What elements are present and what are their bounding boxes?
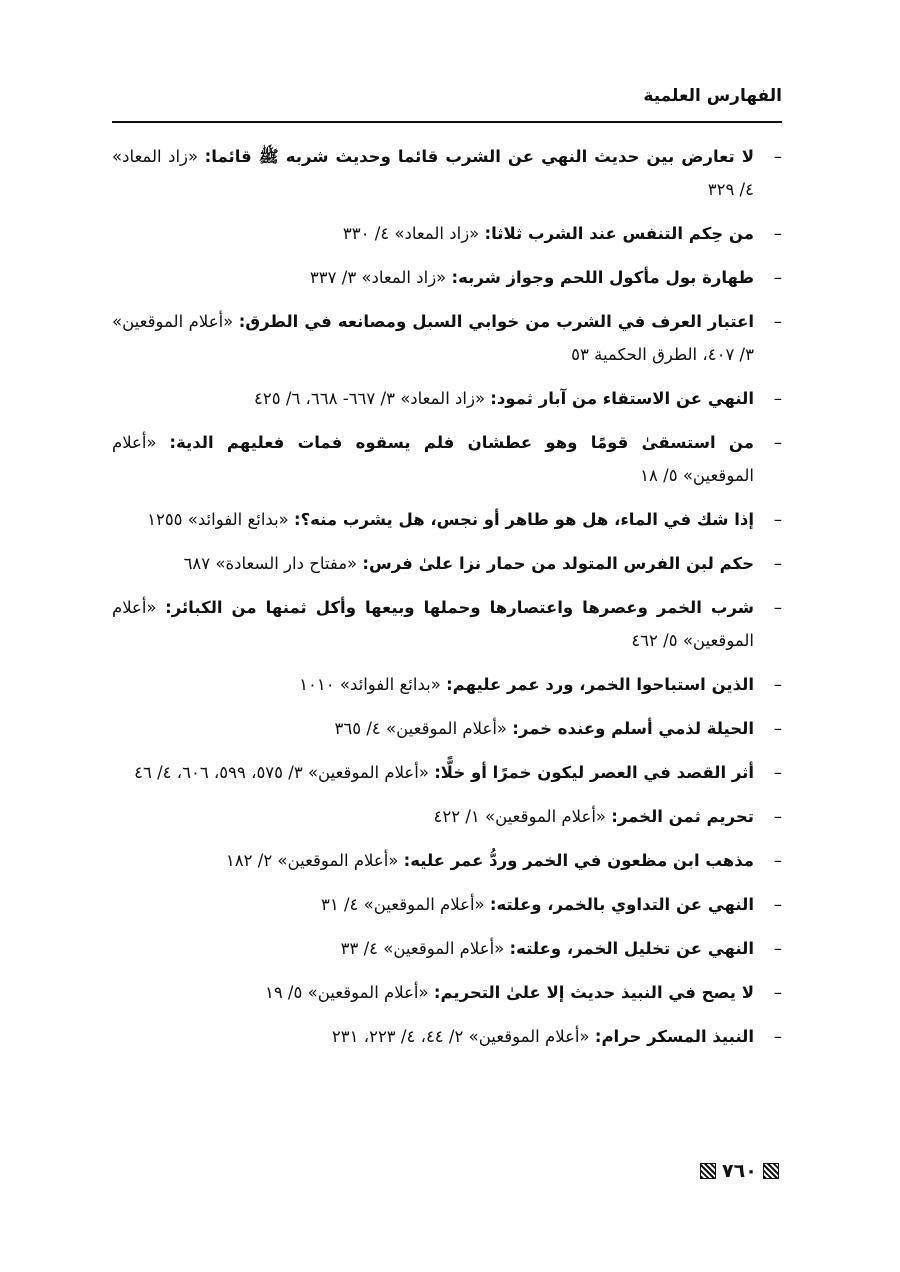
index-entry xyxy=(112,844,782,877)
index-entry xyxy=(112,888,782,921)
index-entry xyxy=(112,426,782,492)
entry-topic: أثر القصد في العصر ليكون خمرًا أو خلًّا: xyxy=(434,763,754,782)
index-entry xyxy=(112,756,782,789)
entry-dash: – xyxy=(773,719,782,738)
index-entry xyxy=(112,1020,782,1053)
entry-topic: النهي عن الاستقاء من آبار ثمود: xyxy=(490,389,754,408)
index-entry xyxy=(112,800,782,833)
entry-topic: النهي عن التداوي بالخمر، وعلته: xyxy=(489,895,754,914)
entry-reference: «زاد المعاد» ٣/ ٣٣٧ xyxy=(309,268,447,287)
entry-reference: «أعلام الموقعين» ٥/ ١٨ xyxy=(112,433,754,485)
index-entry xyxy=(112,382,782,415)
index-entry-list xyxy=(112,140,782,1064)
page-header xyxy=(112,86,782,122)
entry-reference: «زاد المعاد» ٣/ ٦٦٧- ٦٦٨، ٦/ ٤٢٥ xyxy=(254,389,486,408)
entry-topic: الحيلة لذمي أسلم وعنده خمر: xyxy=(512,719,754,738)
entry-dash: – xyxy=(773,763,782,782)
entry-reference: «أعلام الموقعين» ٥/ ٤٦٢ xyxy=(112,598,754,650)
entry-reference: «أعلام الموقعين» ٣/ ٤٠٧، الطرق الحكمية ٥٣ xyxy=(112,312,754,364)
index-entry xyxy=(112,591,782,657)
entry-reference: «أعلام الموقعين» ٤/ ٣١ xyxy=(320,895,485,914)
entry-dash: – xyxy=(773,598,782,617)
running-header-title: الفهارس العلمية xyxy=(643,86,782,106)
index-entry xyxy=(112,217,782,250)
index-entry xyxy=(112,712,782,745)
entry-topic: الذين استباحوا الخمر، ورد عمر عليهم: xyxy=(446,675,754,694)
entry-topic: لا يصح في النبيذ حديث إلا علىٰ التحريم: xyxy=(433,983,754,1002)
index-entry xyxy=(112,976,782,1009)
entry-topic: من حِكم التنفس عند الشرب ثلاثا: xyxy=(484,224,754,243)
entry-dash: – xyxy=(773,312,782,331)
entry-topic: لا تعارض بين حديث النهي عن الشرب قائما وحديث شربه ﷺ قائما: xyxy=(204,147,754,166)
entry-topic: تحريم ثمن الخمر: xyxy=(611,807,754,826)
page-number: ٧٦٠ xyxy=(722,1160,757,1182)
entry-dash: – xyxy=(773,554,782,573)
entry-reference: «بدائع الفوائد» ١٢٥٥ xyxy=(147,510,289,529)
entry-dash: – xyxy=(773,389,782,408)
entry-dash: – xyxy=(773,807,782,826)
entry-reference: «أعلام الموقعين» ٤/ ٣٣ xyxy=(340,939,505,958)
entry-reference: «بدائع الفوائد» ١٠١٠ xyxy=(299,675,441,694)
entry-reference: «أعلام الموقعين» ١/ ٤٢٢ xyxy=(433,807,606,826)
index-entry xyxy=(112,503,782,536)
entry-dash: – xyxy=(773,433,782,452)
entry-reference: «أعلام الموقعين» ٣/ ٥٧٥، ٥٩٩، ٦٠٦، ٤/ ٤٦ xyxy=(134,763,429,782)
index-entry xyxy=(112,932,782,965)
entry-dash: – xyxy=(773,895,782,914)
index-entry xyxy=(112,140,782,206)
entry-reference: «زاد المعاد» ٤/ ٣٣٠ xyxy=(342,224,480,243)
index-entry xyxy=(112,668,782,701)
entry-topic: طهارة بول مأكول اللحم وجواز شربه: xyxy=(451,268,754,287)
entry-dash: – xyxy=(773,851,782,870)
ornament-icon xyxy=(700,1163,716,1179)
entry-dash: – xyxy=(773,224,782,243)
entry-topic: إذا شك في الماء، هل هو طاهر أو نجس، هل يشرب منه؟: xyxy=(294,510,754,529)
page-footer xyxy=(700,1156,784,1186)
entry-reference: «أعلام الموقعين» ٢/ ١٨٢ xyxy=(225,851,399,870)
entry-dash: – xyxy=(773,268,782,287)
entry-reference: «أعلام الموقعين» ٤/ ٣٦٥ xyxy=(334,719,507,738)
entry-reference: «مفتاح دار السعادة» ٦٨٧ xyxy=(183,554,358,573)
entry-reference: «زاد المعاد» ٤/ ٣٢٩ xyxy=(112,147,754,199)
index-entry xyxy=(112,261,782,294)
entry-dash: – xyxy=(773,1027,782,1046)
entry-topic: شرب الخمر وعصرها واعتصارها وحملها وبيعها وأكل ثمنها من الكبائر: xyxy=(165,598,754,617)
entry-topic: مذهب ابن مظعون في الخمر وردُّ عمر عليه: xyxy=(403,851,754,870)
entry-reference: «أعلام الموقعين» ٥/ ١٩ xyxy=(264,983,429,1002)
entry-topic: النهي عن تخليل الخمر، وعلته: xyxy=(509,939,754,958)
entry-reference: «أعلام الموقعين» ٢/ ٤٤، ٤/ ٢٢٣، ٢٣١ xyxy=(331,1027,590,1046)
entry-topic: اعتبار العرف في الشرب من خوابي السبل ومصانعه في الطرق: xyxy=(238,312,754,331)
ornament-icon xyxy=(763,1163,779,1179)
index-entry xyxy=(112,305,782,371)
header-rule xyxy=(112,121,782,123)
entry-dash: – xyxy=(773,510,782,529)
entry-topic: من استسقىٰ قومًا وهو عطشان فلم يسقوه فمات فعليهم الدية: xyxy=(169,433,754,452)
entry-topic: حكم لبن الفرس المتولد من حمار نزا علىٰ فرس: xyxy=(362,554,754,573)
entry-dash: – xyxy=(773,939,782,958)
entry-dash: – xyxy=(773,675,782,694)
entry-dash: – xyxy=(773,147,782,166)
index-entry xyxy=(112,547,782,580)
entry-dash: – xyxy=(773,983,782,1002)
entry-topic: النبيذ المسكر حرام: xyxy=(594,1027,754,1046)
